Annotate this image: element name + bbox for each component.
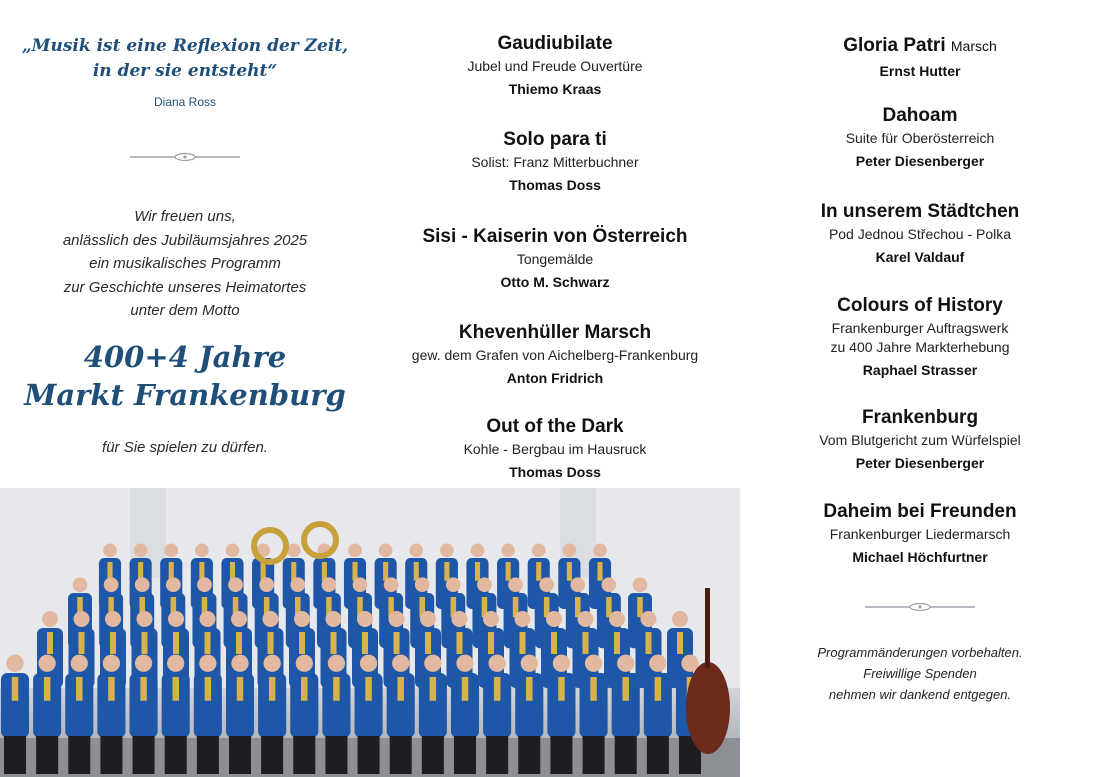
band-member-head — [409, 544, 423, 558]
band-member-legs — [647, 736, 669, 774]
piece-composer: Peter Diesenberger — [855, 455, 985, 471]
band-member-vest — [558, 677, 564, 701]
band-member-vest — [173, 632, 179, 654]
band-member-vest — [425, 632, 431, 654]
band-member-legs — [229, 736, 251, 774]
piece-title: Colours of History — [837, 295, 1003, 316]
band-member-head — [415, 577, 430, 592]
band-member-vest — [333, 677, 339, 701]
band-member-vest — [108, 677, 114, 701]
band-member-vest — [79, 632, 85, 654]
intro-line: anlässlich des Jubiläumsjahres 2025 — [62, 231, 308, 249]
piece-composer: Otto M. Schwarz — [500, 274, 610, 290]
band-member-legs — [518, 736, 540, 774]
band-member-legs — [261, 736, 283, 774]
note-line: nehmen wir dankend entgegen. — [828, 687, 1012, 702]
ornament-divider — [130, 150, 240, 164]
band-member-head — [322, 577, 337, 592]
band-member-head — [553, 655, 570, 672]
piece-subtitle: Jubel und Freude Ouvertüre — [467, 58, 643, 74]
ornament-icon — [174, 152, 196, 162]
band-member-legs — [197, 736, 219, 774]
piece-composer: Michael Höchfurtner — [852, 549, 988, 565]
band-member-vest — [362, 632, 368, 654]
piece-title: Dahoam — [882, 105, 958, 126]
program-item — [775, 294, 1065, 380]
program-item — [380, 32, 730, 99]
band-member-head — [483, 611, 499, 627]
band-member-head — [73, 577, 88, 592]
double-bass-icon — [686, 662, 730, 754]
piece-subtitle: Pod Jednou Střechou - Polka — [828, 226, 1012, 242]
band-member-head — [135, 655, 152, 672]
band-member-head — [379, 544, 393, 558]
piece-title: Out of the Dark — [486, 416, 624, 437]
band-member-vest — [301, 677, 307, 701]
band-member-head — [424, 655, 441, 672]
band-member-head — [681, 655, 698, 672]
band-member-head — [532, 544, 546, 558]
ornament-divider — [865, 600, 975, 614]
piece-title: Khevenhüller Marsch — [458, 322, 652, 343]
band-member-head — [294, 611, 310, 627]
motto-title — [20, 338, 350, 414]
program-note — [775, 642, 1065, 705]
band-member-head — [290, 577, 305, 592]
band-member-head — [353, 577, 368, 592]
program-item — [775, 34, 1065, 81]
intro-line: ein musikalisches Programm — [89, 255, 281, 272]
closing-text: für Sie spielen zu dürfen. — [102, 439, 268, 456]
band-member-head — [103, 655, 120, 672]
band-member-head — [360, 655, 377, 672]
band-member-head — [602, 577, 617, 592]
band-member-vest — [331, 632, 337, 654]
band-member-head — [228, 577, 243, 592]
band-member-vest — [47, 632, 53, 654]
band-member-head — [593, 544, 607, 558]
double-bass-neck — [705, 588, 710, 668]
quote-line: „Musik ist eine Reflexion der Zeit, — [21, 36, 349, 56]
band-member-vest — [520, 632, 526, 654]
program-item — [380, 415, 730, 482]
band-member-head — [39, 655, 56, 672]
piece-title: Daheim bei Freunden — [823, 501, 1017, 522]
band-member-vest — [140, 677, 146, 701]
band-member-head — [649, 655, 666, 672]
band-member-vest — [583, 632, 589, 654]
band-member-vest — [299, 632, 305, 654]
band-member-legs — [550, 736, 572, 774]
piece-composer: Thiemo Kraas — [508, 81, 602, 97]
band-member-head — [296, 655, 313, 672]
band-member-head — [384, 577, 399, 592]
program-item — [380, 225, 730, 292]
piece-subtitle: zu 400 Jahre Markterhebung — [830, 339, 1010, 355]
band-member-head — [515, 611, 531, 627]
piece-subtitle: Kohle - Bergbau im Hausruck — [463, 441, 647, 457]
band-member-head — [137, 611, 153, 627]
band-member-head — [197, 577, 212, 592]
band-member-head — [326, 611, 342, 627]
band-member-legs — [358, 736, 380, 774]
band-member-vest — [236, 632, 242, 654]
band-member-head — [105, 611, 121, 627]
band-member-head — [392, 655, 409, 672]
band-member-head — [263, 611, 279, 627]
band-member-legs — [390, 736, 412, 774]
band-member-head — [357, 611, 373, 627]
band-member-legs — [422, 736, 444, 774]
quote-author: Diana Ross — [153, 95, 217, 109]
band-member-vest — [457, 632, 463, 654]
band-member-legs — [486, 736, 508, 774]
band-member-vest — [590, 677, 596, 701]
band-member-legs — [68, 736, 90, 774]
band-member-legs — [100, 736, 122, 774]
band-member-vest — [205, 677, 211, 701]
band-member-head — [328, 655, 345, 672]
piece-composer: Thomas Doss — [509, 464, 601, 480]
band-member-head — [231, 611, 247, 627]
band-photo-icon — [0, 488, 740, 777]
program-item — [380, 321, 730, 388]
band-member-vest — [506, 562, 511, 581]
band-member-vest — [76, 677, 82, 701]
band-member-vest — [536, 562, 541, 581]
piece-subtitle: gew. dem Grafen von Aichelberg-Frankenburg — [411, 347, 699, 363]
band-member-vest — [475, 562, 480, 581]
note-line: Freiwillige Spenden — [863, 666, 977, 681]
piece-title: Gaudiubilate — [497, 33, 613, 54]
band-member-vest — [397, 677, 403, 701]
band-member-head — [578, 611, 594, 627]
program-item — [775, 406, 1065, 473]
band-member-head — [420, 611, 436, 627]
piece-title: In unserem Städtchen — [820, 201, 1020, 222]
band-member-vest — [269, 677, 275, 701]
piece-composer: Karel Valdauf — [875, 249, 965, 265]
band-member-vest — [655, 677, 661, 701]
band-member-head — [501, 544, 515, 558]
band-member-legs — [133, 736, 155, 774]
band-member-vest — [494, 677, 500, 701]
band-member-head — [440, 544, 454, 558]
band-member-vest — [646, 632, 652, 654]
band-member-head — [259, 577, 274, 592]
band-member-head — [672, 611, 688, 627]
band-member-legs — [454, 736, 476, 774]
intro-line: zur Geschichte unseres Heimatortes — [63, 278, 307, 296]
band-member-head — [348, 544, 362, 558]
band-member-legs — [615, 736, 637, 774]
note-line: Programmänderungen vorbehalten. — [817, 645, 1023, 660]
piece-title: Frankenburg — [861, 407, 979, 428]
band-member-legs — [293, 736, 315, 774]
band-member-head — [195, 544, 209, 558]
intro-line: Wir freuen uns, — [134, 208, 236, 225]
band-member-vest — [110, 632, 116, 654]
band-member-head — [641, 611, 657, 627]
band-member-vest — [365, 677, 371, 701]
band-member-head — [585, 655, 602, 672]
piece-subtitle: Solist: Franz Mitterbuchner — [471, 154, 639, 170]
band-member-legs — [165, 736, 187, 774]
program-item — [775, 500, 1065, 567]
band-member-vest — [488, 632, 494, 654]
band-member-vest — [444, 562, 449, 581]
piece-title: Solo para ti — [503, 129, 607, 150]
band-member-head — [508, 577, 523, 592]
band-member-head — [539, 577, 554, 592]
band-member-vest — [430, 677, 436, 701]
band-group-photo — [0, 488, 740, 777]
band-member-head — [168, 611, 184, 627]
band-member-vest — [142, 632, 148, 654]
band-member-head — [456, 655, 473, 672]
band-member-vest — [394, 632, 400, 654]
band-member-vest — [12, 677, 18, 701]
band-member-head — [166, 577, 181, 592]
band-member-legs — [36, 736, 58, 774]
band-member-legs — [583, 736, 605, 774]
band-member-head — [389, 611, 405, 627]
band-member-head — [231, 655, 248, 672]
band-member-head — [200, 611, 216, 627]
band-member-vest — [597, 562, 602, 581]
intro-text — [20, 205, 350, 323]
motto-line: Markt Frankenburg — [24, 378, 346, 412]
band-member-vest — [526, 677, 532, 701]
band-member-vest — [237, 677, 243, 701]
band-member-vest — [414, 562, 419, 581]
band-member-head — [446, 577, 461, 592]
program-item — [775, 200, 1065, 267]
band-member-head — [6, 655, 23, 672]
band-member-vest — [172, 677, 178, 701]
program-item — [775, 104, 1065, 171]
band-member-head — [563, 544, 577, 558]
piece-title-text: Gloria Patri — [843, 35, 946, 56]
piece-subtitle: Frankenburger Auftragswerk — [831, 320, 1009, 336]
band-member-vest — [205, 632, 211, 654]
band-member-vest — [622, 677, 628, 701]
band-member-head — [164, 544, 178, 558]
piece-subtitle: Tongemälde — [516, 251, 594, 267]
band-member-head — [134, 544, 148, 558]
program-item — [380, 128, 730, 195]
band-member-head — [477, 577, 492, 592]
band-member-head — [71, 655, 88, 672]
piece-title: Sisi - Kaiserin von Österreich — [422, 226, 688, 247]
piece-title — [775, 34, 1065, 58]
quote — [20, 34, 350, 84]
piece-composer: Peter Diesenberger — [855, 153, 985, 169]
band-member-vest — [383, 562, 388, 581]
band-member-head — [452, 611, 468, 627]
intro-line: unter dem Motto — [130, 302, 240, 319]
band-member-head — [42, 611, 58, 627]
motto-line: 400+4 Jahre — [83, 340, 287, 374]
band-member-head — [617, 655, 634, 672]
band-member-head — [167, 655, 184, 672]
quote-line: in der sie entsteht“ — [92, 61, 278, 81]
band-member-head — [546, 611, 562, 627]
band-member-head — [199, 655, 216, 672]
band-member-head — [489, 655, 506, 672]
band-member-head — [570, 577, 585, 592]
piece-subtitle: Vom Blutgericht zum Würfelspiel — [819, 432, 1021, 448]
band-member-head — [103, 544, 117, 558]
band-member-vest — [551, 632, 557, 654]
band-member-vest — [637, 597, 643, 617]
band-member-vest — [677, 632, 683, 654]
band-member-head — [226, 544, 240, 558]
band-member-legs — [325, 736, 347, 774]
band-member-vest — [614, 632, 620, 654]
band-member-vest — [44, 677, 50, 701]
piece-subtitle: Frankenburger Liedermarsch — [829, 526, 1011, 542]
band-member-head — [521, 655, 538, 672]
piece-composer: Raphael Strasser — [862, 362, 978, 378]
band-member-vest — [567, 562, 572, 581]
band-member-head — [264, 655, 281, 672]
band-member-vest — [352, 562, 357, 581]
band-member-legs — [4, 736, 26, 774]
band-member-head — [74, 611, 90, 627]
band-member-head — [609, 611, 625, 627]
band-member-head — [104, 577, 119, 592]
band-member-vest — [462, 677, 468, 701]
band-member-head — [633, 577, 648, 592]
band-member-vest — [268, 632, 274, 654]
piece-subtitle: Suite für Oberösterreich — [845, 130, 995, 146]
piece-composer: Ernst Hutter — [879, 63, 961, 79]
piece-composer: Anton Fridrich — [506, 370, 604, 386]
piece-title-suffix: Marsch — [950, 38, 997, 54]
band-member-head — [471, 544, 485, 558]
ornament-icon — [909, 602, 931, 612]
piece-composer: Thomas Doss — [509, 177, 601, 193]
band-member-head — [135, 577, 150, 592]
